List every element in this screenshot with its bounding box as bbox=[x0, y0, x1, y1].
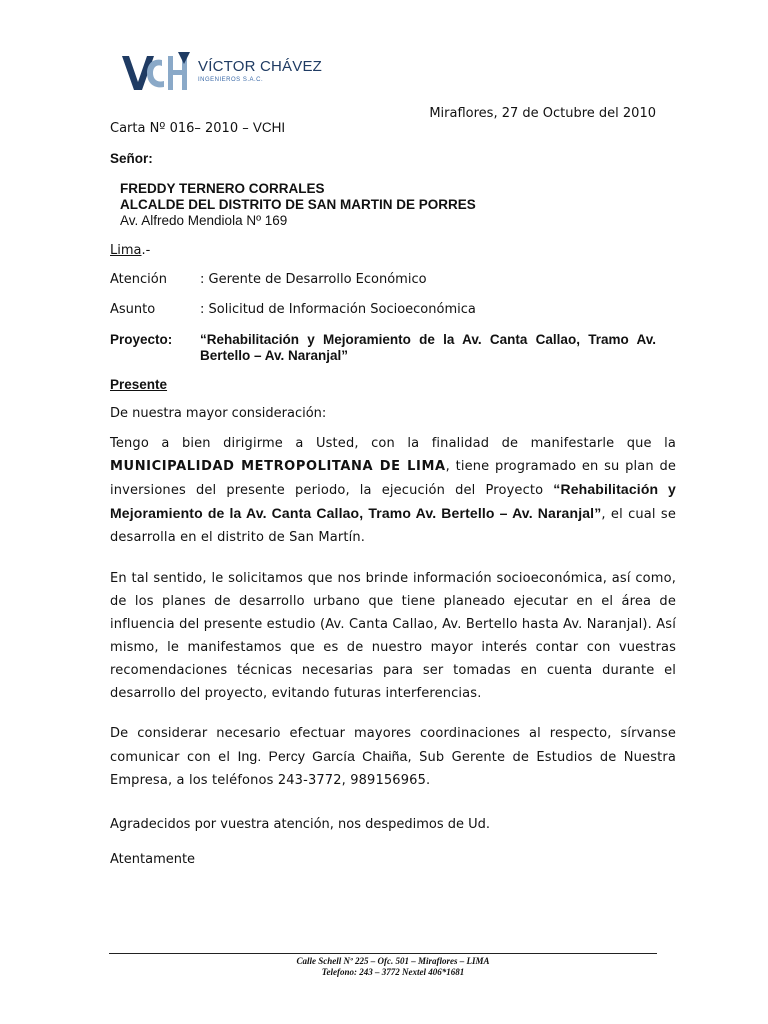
p1-text-c: , el cual se desarrolla en el distrito de San Martín. bbox=[110, 507, 676, 545]
recipient-address: Av. Alfredo Mendiola Nº 169 bbox=[120, 213, 288, 228]
company-logo bbox=[120, 50, 323, 100]
p1-project-name: “Rehabilitación y Mejoramiento de la Av. Canta Callao, Tramo Av. Bertello – Av. Naranjal” bbox=[110, 481, 676, 521]
subject-value: : Solicitud de Información Socioeconómica bbox=[200, 302, 476, 317]
body-paragraph-2: En tal sentido, le solicitamos que nos brinde información socioeconómica, así como, de los planes de desarrollo urbano que tiene planeado ejecutar en el área de influencia del presente estudio (Av. Canta Callao, Av. Bertello hasta Av. Naranjal). Así mismo, le manifestamos que es de nuestro mayor interés contar con vuestras recomendaciones técnicas necesarias para ser tomadas en cuenta durante el desarrollo del proyecto, evitando futuras interferencias. bbox=[110, 571, 676, 701]
p1-text-b: , tiene programado en su plan de inversiones del presente periodo, la ejecución del Proyecto bbox=[110, 459, 677, 498]
p3-contact-name: Ing. Percy García Chaiña bbox=[237, 748, 408, 764]
vch-monogram-icon bbox=[120, 50, 192, 96]
footer-divider bbox=[109, 953, 657, 954]
closing: Atentamente bbox=[110, 852, 196, 867]
attention-value: : Gerente de Desarrollo Económico bbox=[200, 272, 427, 287]
project-value: “Rehabilitación y Mejoramiento de la Av. Canta Callao, Tramo Av. Bertello – Av. Naranjal” bbox=[200, 332, 656, 363]
greeting: De nuestra mayor consideración: bbox=[110, 406, 327, 421]
company-name: VÍCTOR CHÁVEZ bbox=[198, 58, 323, 75]
presente-heading: Presente bbox=[110, 377, 168, 392]
body-paragraph-1 bbox=[110, 432, 676, 549]
recipient-city-name: Lima bbox=[110, 243, 142, 258]
body-paragraph-3 bbox=[110, 722, 676, 792]
recipient-title: ALCALDE DEL DISTRITO DE SAN MARTIN DE PORRES bbox=[120, 197, 476, 212]
letter-reference-code: VCHI bbox=[252, 120, 286, 135]
p1-municipality: MUNICIPALIDAD METROPOLITANA DE LIMA bbox=[110, 459, 446, 474]
p3-text-a: De considerar necesario efectuar mayores coordinaciones al respecto, sírvanse comunicar con el bbox=[110, 726, 676, 765]
p1-text-a: Tengo a bien dirigirme a Usted, con la finalidad de manifestarle que la bbox=[110, 436, 676, 451]
company-subtitle: INGENIEROS S.A.C. bbox=[198, 77, 264, 83]
thanks-line: Agradecidos por vuestra atención, nos despedimos de Ud. bbox=[110, 817, 491, 832]
p3-text-b: , Sub Gerente de Estudios de Nuestra Empresa, a los teléfonos 243-3772, 989156965. bbox=[110, 750, 676, 788]
attention-label: Atención bbox=[110, 272, 167, 287]
recipient-city bbox=[110, 243, 150, 258]
recipient-name: FREDDY TERNERO CORRALES bbox=[120, 181, 325, 196]
letter-date: Miraflores, 27 de Octubre del 2010 bbox=[429, 106, 656, 121]
letter-reference bbox=[110, 120, 285, 136]
project-label: Proyecto: bbox=[110, 332, 173, 347]
subject-label: Asunto bbox=[110, 302, 156, 317]
salutation: Señor: bbox=[110, 151, 153, 166]
letter-reference-prefix: Carta Nº 016– 2010 – bbox=[110, 121, 249, 136]
recipient-city-suffix: .- bbox=[141, 243, 151, 258]
footer-phone: Telefono: 243 – 3772 Nextel 406*1681 bbox=[321, 967, 465, 977]
footer-address: Calle Schell Nº 225 – Ofc. 501 – Miraflores – LIMA bbox=[296, 956, 490, 966]
